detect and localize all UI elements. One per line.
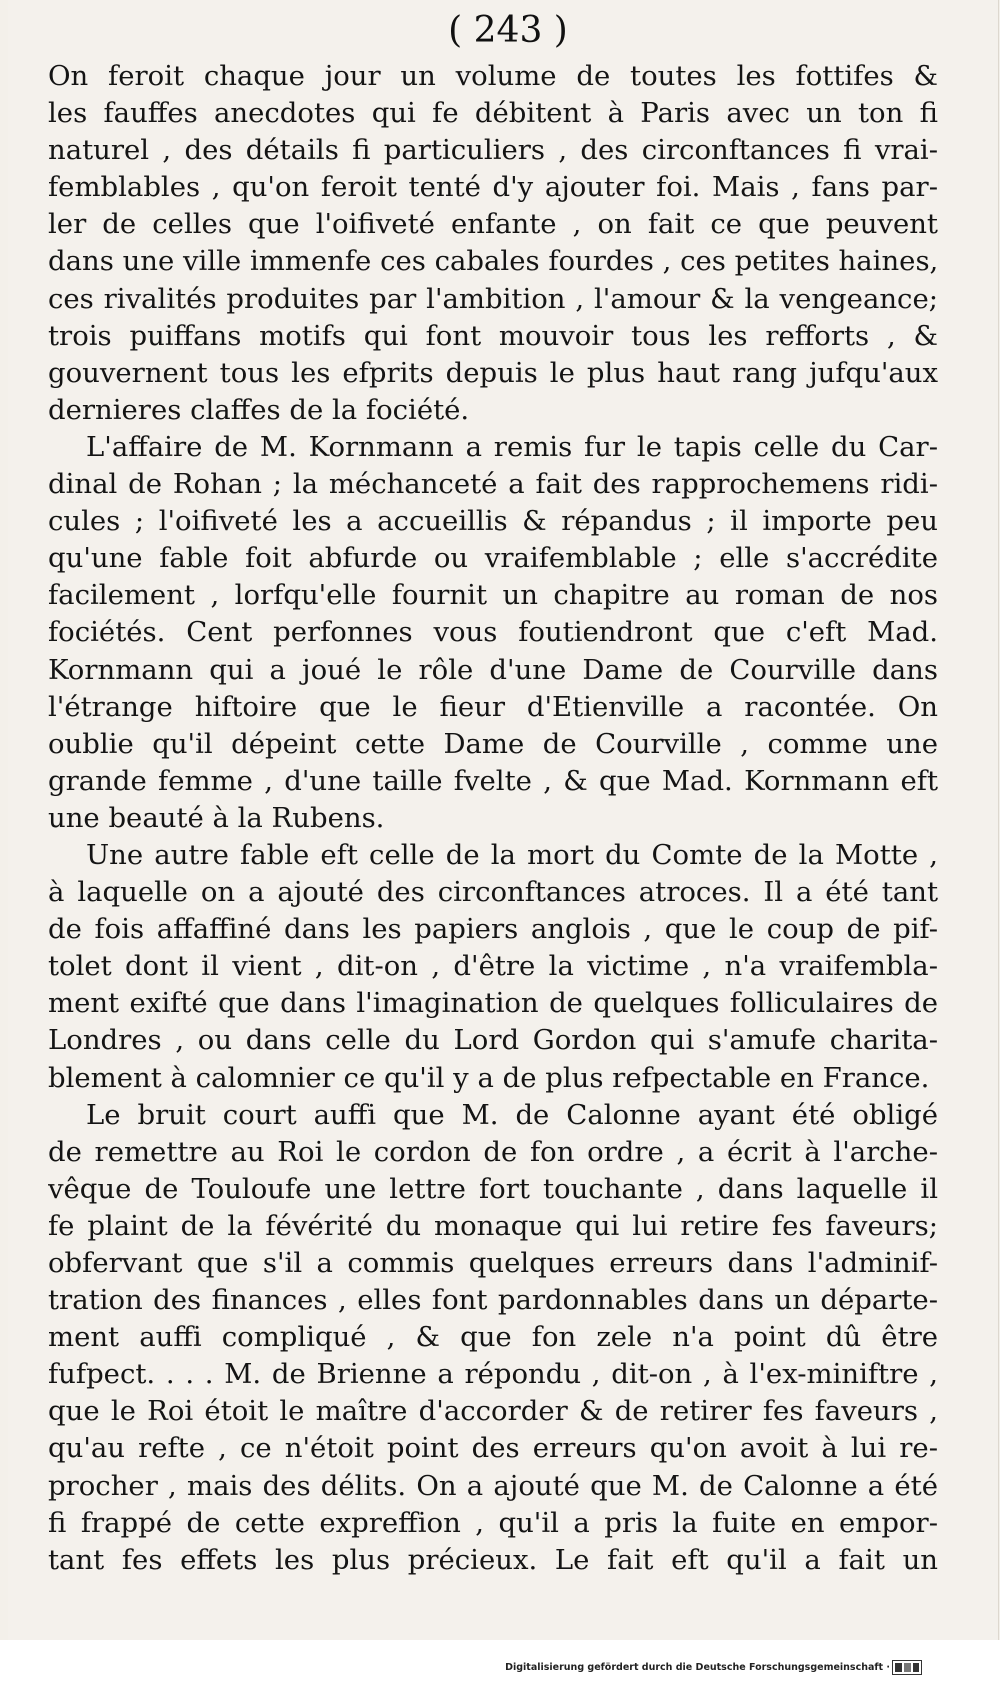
- text-line: blement à calomnier ce qu'il y a de plus refpectable en France.: [48, 1061, 930, 1094]
- digitization-credit: Digitalisierung gefördert durch die Deutsche Forschungsgemeinschaft ·: [505, 1662, 890, 1673]
- text-line: femblables , qu'on feroit tenté d'y ajouter foi. Mais , fans par-: [48, 171, 938, 204]
- text-line: oublie qu'il dépeint cette Dame de Courville , comme une: [48, 727, 938, 760]
- text-line: trois puiffans motifs qui font mouvoir tous les refforts , &: [48, 319, 938, 352]
- text-line: dernieres claffes de la fociété.: [48, 393, 470, 426]
- page-number: ( 243 ): [448, 10, 568, 51]
- text-line: vêque de Touloufe une lettre fort touchante , dans laquelle il: [48, 1172, 938, 1205]
- text-line: dans une ville immenfe ces cabales fourdes , ces petites haines,: [48, 245, 938, 278]
- text-line: ler de celles que l'oifiveté enfante , on fait ce que peuvent: [48, 208, 938, 241]
- text-line: ment auffi compliqué , & que fon zele n'a point dû être: [48, 1321, 938, 1354]
- text-line: ment exifté que dans l'imagination de quelques folliculaires de: [48, 987, 938, 1020]
- text-line: procher , mais des délits. On a ajouté que M. de Calonne a été: [48, 1469, 938, 1502]
- text-line: fufpect. . . . M. de Brienne a répondu , dit-on , à l'ex-miniftre ,: [48, 1358, 938, 1391]
- text-line: L'affaire de M. Kornmann a remis fur le tapis celle du Car-: [86, 430, 938, 463]
- text-line: tration des finances , elles font pardonnables dans un départe-: [48, 1284, 938, 1317]
- text-line: fe plaint de la févérité du monaque qui lui retire fes faveurs;: [48, 1209, 938, 1242]
- text-line: à laquelle on a ajouté des circonftances atroces. Il a été tant: [48, 876, 938, 909]
- text-line: que le Roi étoit le maître d'accorder & de retirer fes faveurs ,: [48, 1395, 938, 1428]
- text-line: qu'une fable foit abfurde ou vraifemblable ; elle s'accrédite: [48, 542, 938, 575]
- page-paper: [8, 0, 999, 1640]
- text-line: tolet dont il vient , dit-on , d'être la victime , n'a vraifembla-: [48, 950, 938, 983]
- text-line: naturel , des détails fi particuliers , des circonftances fi vrai-: [48, 134, 938, 167]
- text-line: cules ; l'oifiveté les a accueillis & répandus ; il importe peu: [48, 505, 938, 538]
- text-line: obfervant que s'il a commis quelques erreurs dans l'adminif-: [48, 1247, 938, 1279]
- text-line: Le bruit court auffi que M. de Calonne ayant été obligé: [86, 1098, 938, 1131]
- text-line: de fois affaffiné dans les papiers anglois , que le coup de pif-: [48, 913, 938, 946]
- text-line: Londres , ou dans celle du Lord Gordon qui s'amufe charita-: [48, 1024, 938, 1057]
- text-line: facilement , lorfqu'elle fournit un chapitre au roman de nos: [48, 579, 938, 612]
- text-line: tant fes effets les plus précieux. Le fait eft qu'il a fait un: [48, 1543, 938, 1576]
- text-line: Kornmann qui a joué le rôle d'une Dame de Courville dans: [48, 653, 938, 686]
- dfg-logo-icon: [892, 1660, 922, 1675]
- text-line: dinal de Rohan ; la méchanceté a fait des rapprochemens ridi-: [48, 468, 938, 501]
- body-text: [48, 58, 938, 1579]
- text-line: fociétés. Cent perfonnes vous foutiendront que c'eft Mad.: [48, 616, 938, 649]
- text-line: ces rivalités produites par l'ambition , l'amour & la vengeance;: [48, 282, 938, 315]
- text-line: une beauté à la Rubens.: [48, 801, 385, 834]
- text-line: l'étrange hiftoire que le fieur d'Etienville a racontée. On: [48, 690, 938, 723]
- text-line: Une autre fable eft celle de la mort du Comte de la Motte ,: [86, 838, 938, 871]
- text-line: les fauffes anecdotes qui fe débitent à Paris avec un ton fi: [48, 97, 938, 130]
- text-line: fi frappé de cette expreffion , qu'il a pris la fuite en empor-: [48, 1506, 938, 1539]
- text-line: qu'au refte , ce n'étoit point des erreurs qu'on avoit à lui re-: [48, 1432, 938, 1465]
- text-line: On feroit chaque jour un volume de toutes les fottifes &: [48, 60, 938, 92]
- text-line: gouvernent tous les efprits depuis le plus haut rang jufqu'aux: [48, 356, 938, 389]
- text-line: de remettre au Roi le cordon de fon ordre , a écrit à l'arche-: [48, 1135, 938, 1168]
- text-line: grande femme , d'une taille fvelte , & que Mad. Kornmann eft: [48, 764, 938, 797]
